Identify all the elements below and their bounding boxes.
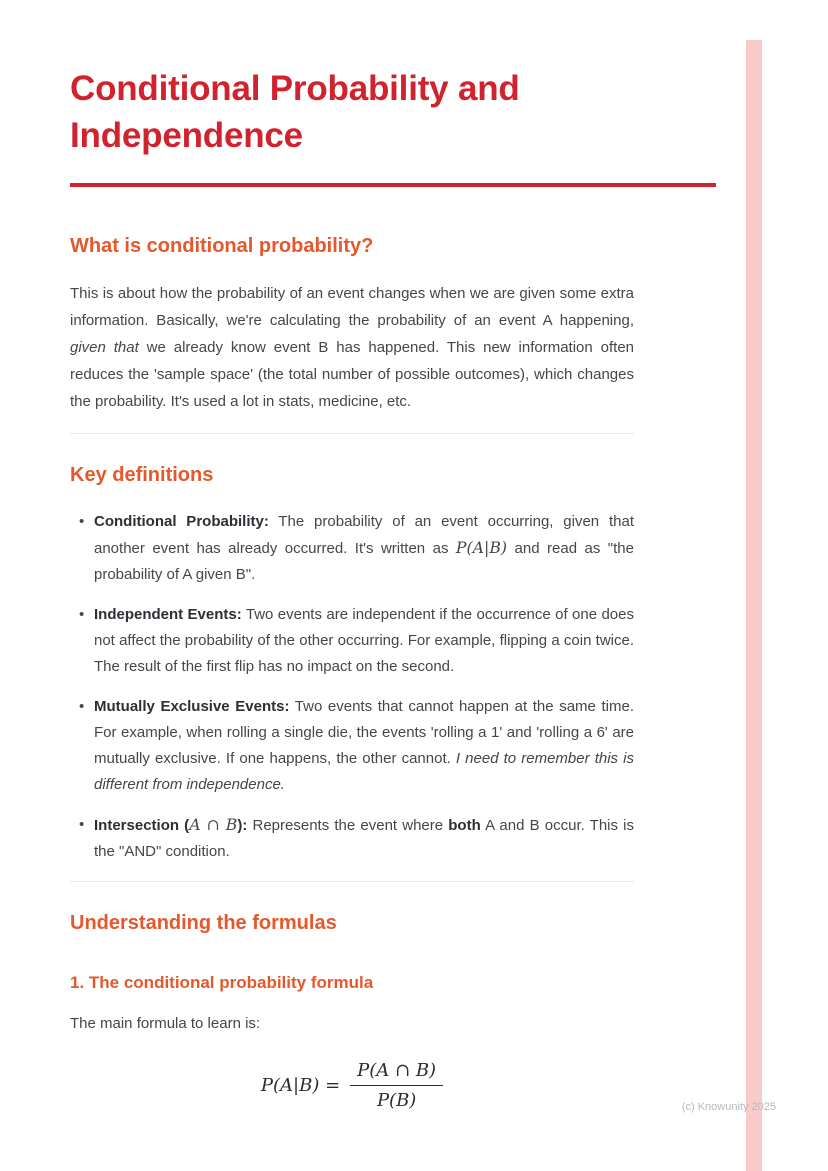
formula-lhs: P(A|B) =: [260, 1075, 341, 1097]
list-item-intersection: [94, 812, 634, 865]
footer-text: (c) Knowunity 2025: [681, 1101, 776, 1113]
term-label: ):: [237, 817, 248, 835]
definition-text: Two events that cannot happen at the same time. For example, when rolling a single die, the events 'rolling a 1' and 'rolling a 6' are mutually exclusive. If one happens, the other cannot.: [94, 698, 634, 768]
definition-text: Represents the event where: [247, 817, 449, 835]
formula-fraction: [350, 1060, 443, 1111]
term-label: Mutually Exclusive Events:: [94, 698, 290, 716]
paragraph-italic-text: given that: [70, 339, 139, 357]
paragraph-text: This is about how the probability of an event changes when we are given some extra information. Basically, we're calculating the probability of an event A happening,: [70, 285, 634, 330]
formula-lead-text: The main formula to learn is:: [70, 1015, 261, 1033]
list-item-conditional-probability: [94, 509, 634, 588]
definition-text: Two events are independent if the occurrence of one does not affect the probability of the other occurring. For example, flipping a coin twice. The result of the first flip has no impact on the second.: [94, 606, 634, 676]
document-content: [70, 66, 716, 1111]
section-heading-definitions: Key definitions: [70, 464, 214, 487]
term-label: Intersection (: [94, 817, 190, 835]
intro-paragraph: [70, 280, 634, 415]
definitions-list: [70, 509, 634, 865]
list-item-independent-events: [94, 602, 634, 680]
section-heading-formulas: Understanding the formulas: [70, 912, 337, 935]
formula-denominator: P(B): [376, 1090, 417, 1112]
title-rule: [70, 183, 716, 187]
formula-conditional-probability: [70, 1060, 634, 1111]
accent-bar: [746, 40, 762, 1171]
page-title: Conditional Probability and Independence: [70, 69, 520, 155]
definition-text: A and B occur. This is the "AND" condition.: [94, 817, 634, 861]
definition-text: and read as "the probability of A given B".: [94, 540, 634, 584]
formula-numerator: P(A ∩ B): [350, 1060, 443, 1086]
term-label: Independent Events:: [94, 606, 242, 624]
paragraph-text: we already know event B has happened. This new information often reduces the 'sample space' (the total number of possible outcomes), which changes the probability. It's used a lot in stats, medicine, etc.: [70, 339, 634, 411]
list-item-mutually-exclusive-events: [94, 694, 634, 798]
section-heading-intro: What is conditional probability?: [70, 235, 374, 258]
definition-italic-text: I need to remember this is different from independence.: [94, 750, 634, 794]
math-inline: A ∩ B: [189, 815, 238, 835]
definition-bold-text: both: [448, 817, 481, 835]
divider: [70, 881, 634, 882]
definition-text: The probability of an event occurring, given that another event has already occurred. It's written as: [94, 513, 634, 558]
divider: [70, 433, 634, 434]
term-label: Conditional Probability:: [94, 513, 269, 531]
subsection-heading-conditional-formula: 1. The conditional probability formula: [70, 973, 374, 993]
math-inline: P(A|B): [455, 538, 508, 558]
